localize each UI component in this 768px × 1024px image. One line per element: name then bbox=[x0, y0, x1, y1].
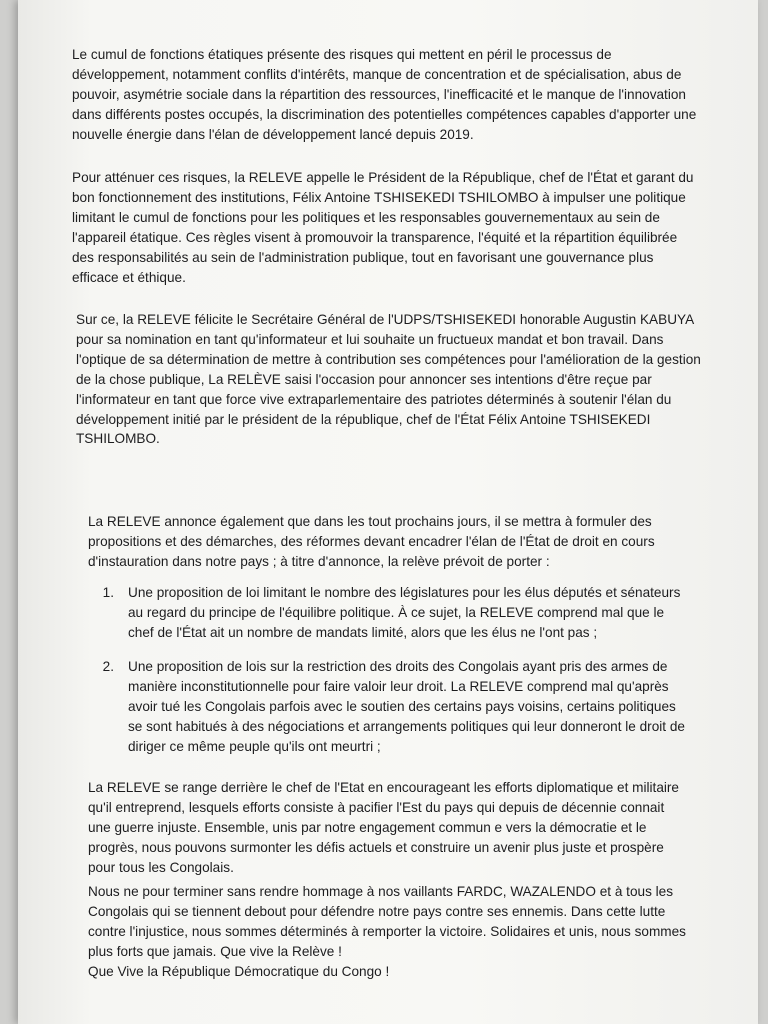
paragraph-annonce-propositions: La RELEVE annonce également que dans les tout prochains jours, il se mettra à formuler des propositions et des démarches, des réformes devant encadrer l'élan de l'État de droit en cours d'instauration dans notre pays ; à titre d'annonce, la relève prévoit de porter : bbox=[88, 514, 655, 569]
paragraph-hommage-text: Nous ne pour terminer sans rendre hommage à nos vaillants FARDC, WAZALENDO et à tous les Congolais qui se tiennent debout pour défendre notre pays contre ses ennemis. Dans cette lutte contre l'injustice, nous sommes déterminés à remporter la victoire. Solidaires et unis, nous sommes plus forts que jamais. Que vive la Relève ! bbox=[88, 884, 686, 959]
paragraph-soutien-chef-etat: La RELEVE se range derrière le chef de l'Etat en encourageant les efforts diplomatique et militaire qu'il entreprend, lesquels efforts consiste à pacifier l'Est du pays qui depuis de décennie connait une guerre injuste. Ensemble, unis par notre engagement commun e vers la démocratie et le progrès, nous pouvons surmonter les défis actuels et construire un avenir plus juste et prospère pour tous les Congolais. bbox=[88, 780, 679, 875]
list-item-number: 2. bbox=[102, 659, 114, 674]
paragraph-cumul-risques: Le cumul de fonctions étatiques présente des risques qui mettent en péril le processus de développement, notamment conflits d'intérêts, manque de concentration et de spécialisation, abus de pouvoir, asymétrie sociale dans la répartition des ressources, l'inefficacité et le manque de l'innovation dans différents postes occupés, la discrimination des potentielles compétences capables d'apporter une nouvelle énergie dans l'élan de développement lancé depuis 2019. bbox=[72, 47, 697, 142]
list-item-text: Une proposition de lois sur la restriction des droits des Congolais ayant pris des armes de manière inconstitutionnelle pour faire valoir leur droit. La RELEVE comprend mal qu'après avoir tué les Congolais parfois avec le soutien des certains pays voisins, certains politiques se sont habitués à des négociations et arrangements politiques qui leur donneront le droit de diriger ce même peuple qu'ils ont meurtri ; bbox=[128, 659, 685, 754]
document-page bbox=[18, 0, 758, 1024]
list-item bbox=[92, 583, 702, 663]
paragraph-appel-president: Pour atténuer ces risques, la RELEVE appelle le Président de la République, chef de l'État et garant du bon fonctionnement des institutions, Félix Antoine TSHISEKEDI TSHILOMBO à impulser une politique limitant le cumul de fonctions pour les politiques et les responsables gouvernementaux au sein de l'appareil étatique. Ces règles visent à promouvoir la transparence, l'équité et la répartition équilibrée des responsabilités au sein de l'administration publique, tout en favorisant une gouvernance plus efficace et éthique. bbox=[72, 170, 694, 285]
list-item-number: 1. bbox=[102, 585, 114, 600]
list-item bbox=[92, 657, 702, 767]
list-item-text: Une proposition de loi limitant le nombre des législatures pour les élus députés et sénateurs au regard du principe de l'équilibre politique. À ce sujet, la RELEVE comprend mal que le chef de l'État ait un nombre de mandats limité, alors que les élus ne l'ont pas ; bbox=[128, 585, 681, 640]
paragraph-felicitations-informateur: Sur ce, la RELEVE félicite le Secrétaire Général de l'UDPS/TSHISEKEDI honorable Augustin KABUYA pour sa nomination en tant qu'informateur et lui souhaite un fructueux mandat et bon travail. Dans l'optique de sa détermination de mettre à contribution ses compétences pour l'amélioration de la gestion de la chose publique, La RELÈVE saisi l'occasion pour annoncer ses intentions d'être reçue par l'informateur en tant que force vive extraparlementaire des patriotes déterminés à soutenir l'élan du développement initié par le président de la république, chef de l'État Félix Antoine TSHISEKEDI TSHILOMBO. bbox=[76, 312, 701, 447]
closing-line: Que Vive la République Démocratique du Congo ! bbox=[88, 963, 390, 979]
paragraph-hommage-fardc bbox=[88, 882, 688, 982]
